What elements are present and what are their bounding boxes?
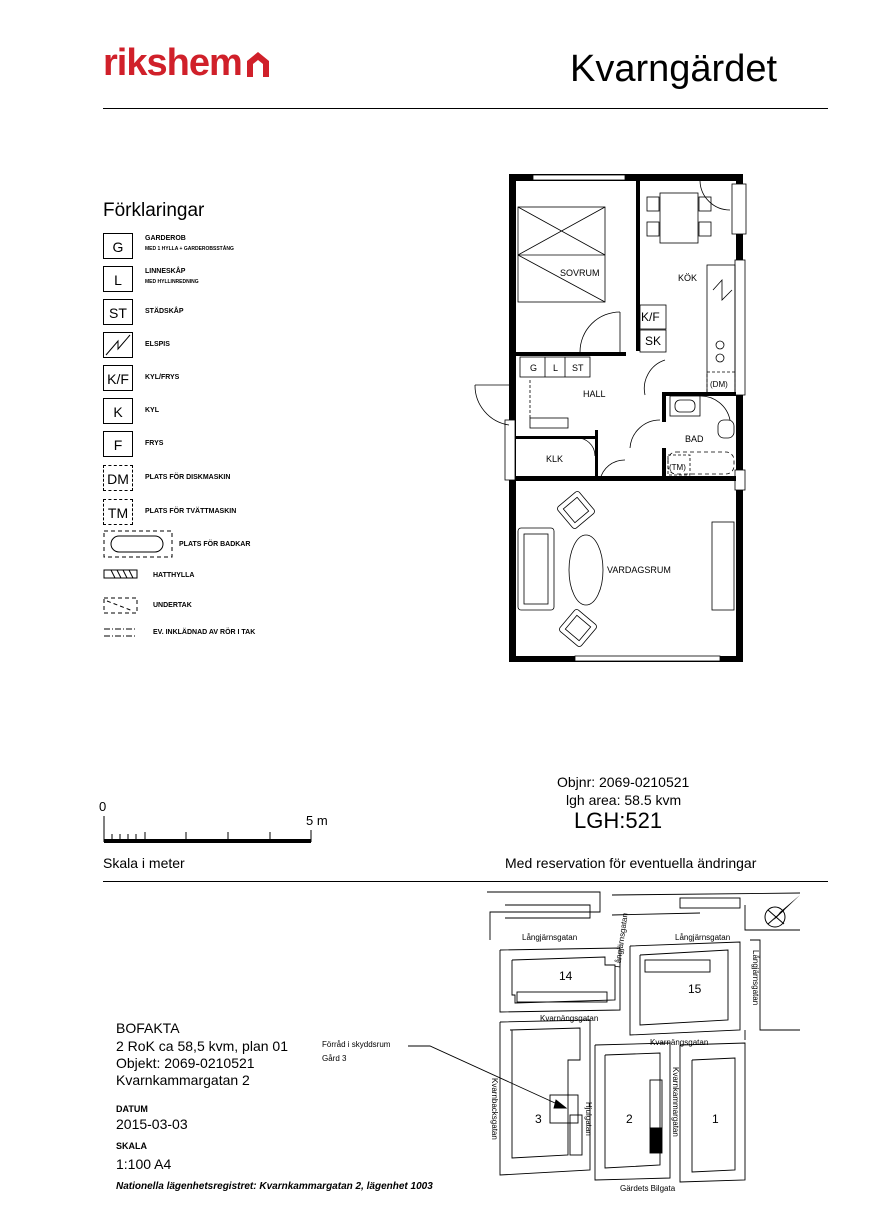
room-label-vardagsrum: VARDAGSRUM: [607, 565, 671, 575]
datum-label: DATUM: [116, 1104, 148, 1114]
scale-bar: [100, 812, 320, 852]
undertak-icon: [103, 596, 139, 616]
garderob-symbol: G: [103, 233, 133, 259]
legend-sublabel: MED HYLLINREDNING: [145, 279, 199, 285]
fixture-kf: K/F: [641, 310, 660, 324]
legend-label: FRYS: [145, 440, 164, 447]
map-annotation-gard: Gård 3: [322, 1054, 347, 1063]
block-number: 14: [559, 969, 573, 983]
fixture-st: ST: [572, 363, 584, 373]
legend-label: HATTHYLLA: [153, 572, 195, 579]
kylfrys-symbol: K/F: [103, 365, 133, 391]
room-label-bad: BAD: [685, 434, 704, 444]
legend-label: LINNESKÅP: [145, 268, 186, 275]
kyl-symbol: K: [103, 398, 133, 424]
legend-label: KYL: [145, 407, 159, 414]
bofakta-line2: Objekt: 2069-0210521: [116, 1055, 255, 1071]
scale-five: 5 m: [306, 813, 328, 828]
reservation-note: Med reservation för eventuella ändringar: [505, 855, 757, 871]
logo-text: rikshem: [103, 42, 242, 84]
street-label: Kvarnängsgatan: [540, 1014, 599, 1023]
legend-label: PLATS FÖR DISKMASKIN: [145, 474, 231, 481]
footer-divider: [103, 881, 828, 882]
block-number: 2: [626, 1112, 633, 1126]
datum-value: 2015-03-03: [116, 1116, 188, 1132]
street-label: Långjärnsgatan: [522, 933, 578, 942]
street-label: Kvarnbacksgatan: [490, 1078, 499, 1140]
street-label: Kvarnkammargatan: [671, 1067, 680, 1137]
street-label: Långjärnsgatan: [613, 912, 630, 969]
legend-label: EV. INKLÄDNAD AV RÖR I TAK: [153, 629, 256, 636]
page-title: Kvarngärdet: [570, 48, 778, 90]
street-label: Långjärnsgatan: [675, 933, 731, 942]
bofakta-line3: Kvarnkammargatan 2: [116, 1072, 250, 1088]
fixture-dm: (DM): [710, 380, 728, 389]
room-label-kok: KÖK: [678, 273, 698, 283]
tvattmaskin-symbol: TM: [103, 499, 133, 525]
compass-icon: [765, 895, 800, 927]
fixture-tm: (TM): [669, 463, 686, 472]
legend-label: PLATS FÖR TVÄTTMASKIN: [145, 508, 237, 515]
street-label: Gärdets Bilgata: [620, 1184, 676, 1193]
bofakta-heading: BOFAKTA: [116, 1020, 180, 1036]
legend-title: Förklaringar: [103, 200, 205, 221]
house-icon: [243, 49, 273, 79]
objnr: Objnr: 2069-0210521: [557, 774, 690, 790]
legend-label: PLATS FÖR BADKAR: [179, 541, 251, 548]
skala-label: SKALA: [116, 1141, 147, 1151]
legend-label: GARDEROB: [145, 235, 186, 242]
legend-label: UNDERTAK: [153, 602, 192, 609]
legend-label: KYL/FRYS: [145, 374, 180, 381]
stadskap-symbol: ST: [103, 299, 133, 325]
apartment-area: lgh area: 58.5 kvm: [566, 792, 682, 808]
legend-label: STÄDSKÅP: [145, 308, 184, 315]
site-map: [300, 885, 820, 1193]
fixture-l: L: [553, 363, 559, 373]
inkladnad-icon: [103, 626, 139, 640]
street-label: Hjulgatan: [584, 1102, 593, 1136]
room-label-hall: HALL: [583, 389, 606, 399]
badkar-icon: [103, 530, 175, 560]
bofakta-line1: 2 RoK ca 58,5 kvm, plan 01: [116, 1038, 288, 1054]
frys-symbol: F: [103, 431, 133, 457]
header-divider: [103, 108, 828, 109]
legend-label: ELSPIS: [145, 341, 170, 348]
footnote: Nationella lägenhetsregistret: Kvarnkammargatan 2, lägenhet 1003: [116, 1181, 433, 1192]
block-number: 1: [712, 1112, 719, 1126]
block-number: 3: [535, 1112, 542, 1126]
floor-plan: [470, 170, 760, 665]
linneskap-symbol: L: [103, 266, 133, 292]
scale-zero: 0: [99, 799, 107, 814]
scale-caption: Skala i meter: [103, 855, 185, 871]
diskmaskin-symbol: DM: [103, 465, 133, 491]
elspis-icon: [103, 332, 133, 358]
skala-value: 1:100 A4: [116, 1156, 172, 1172]
hatthylla-icon: [103, 566, 139, 584]
room-label-klk: KLK: [546, 454, 564, 464]
map-annotation-forrad: Förråd i skyddsrum: [322, 1040, 391, 1049]
fixture-g: G: [530, 363, 538, 373]
fixture-sk: SK: [645, 334, 662, 348]
street-label: Kvarnängsgatan: [650, 1038, 709, 1047]
rikshem-logo: [103, 42, 273, 85]
room-label-sovrum: SOVRUM: [560, 268, 600, 278]
legend-sublabel: MED 1 HYLLA + GARDEROBSSTÅNG: [145, 246, 234, 252]
apartment-number: LGH:521: [574, 808, 663, 833]
block-number: 15: [688, 982, 702, 996]
street-label: Långjärnsgatan: [751, 950, 760, 1006]
